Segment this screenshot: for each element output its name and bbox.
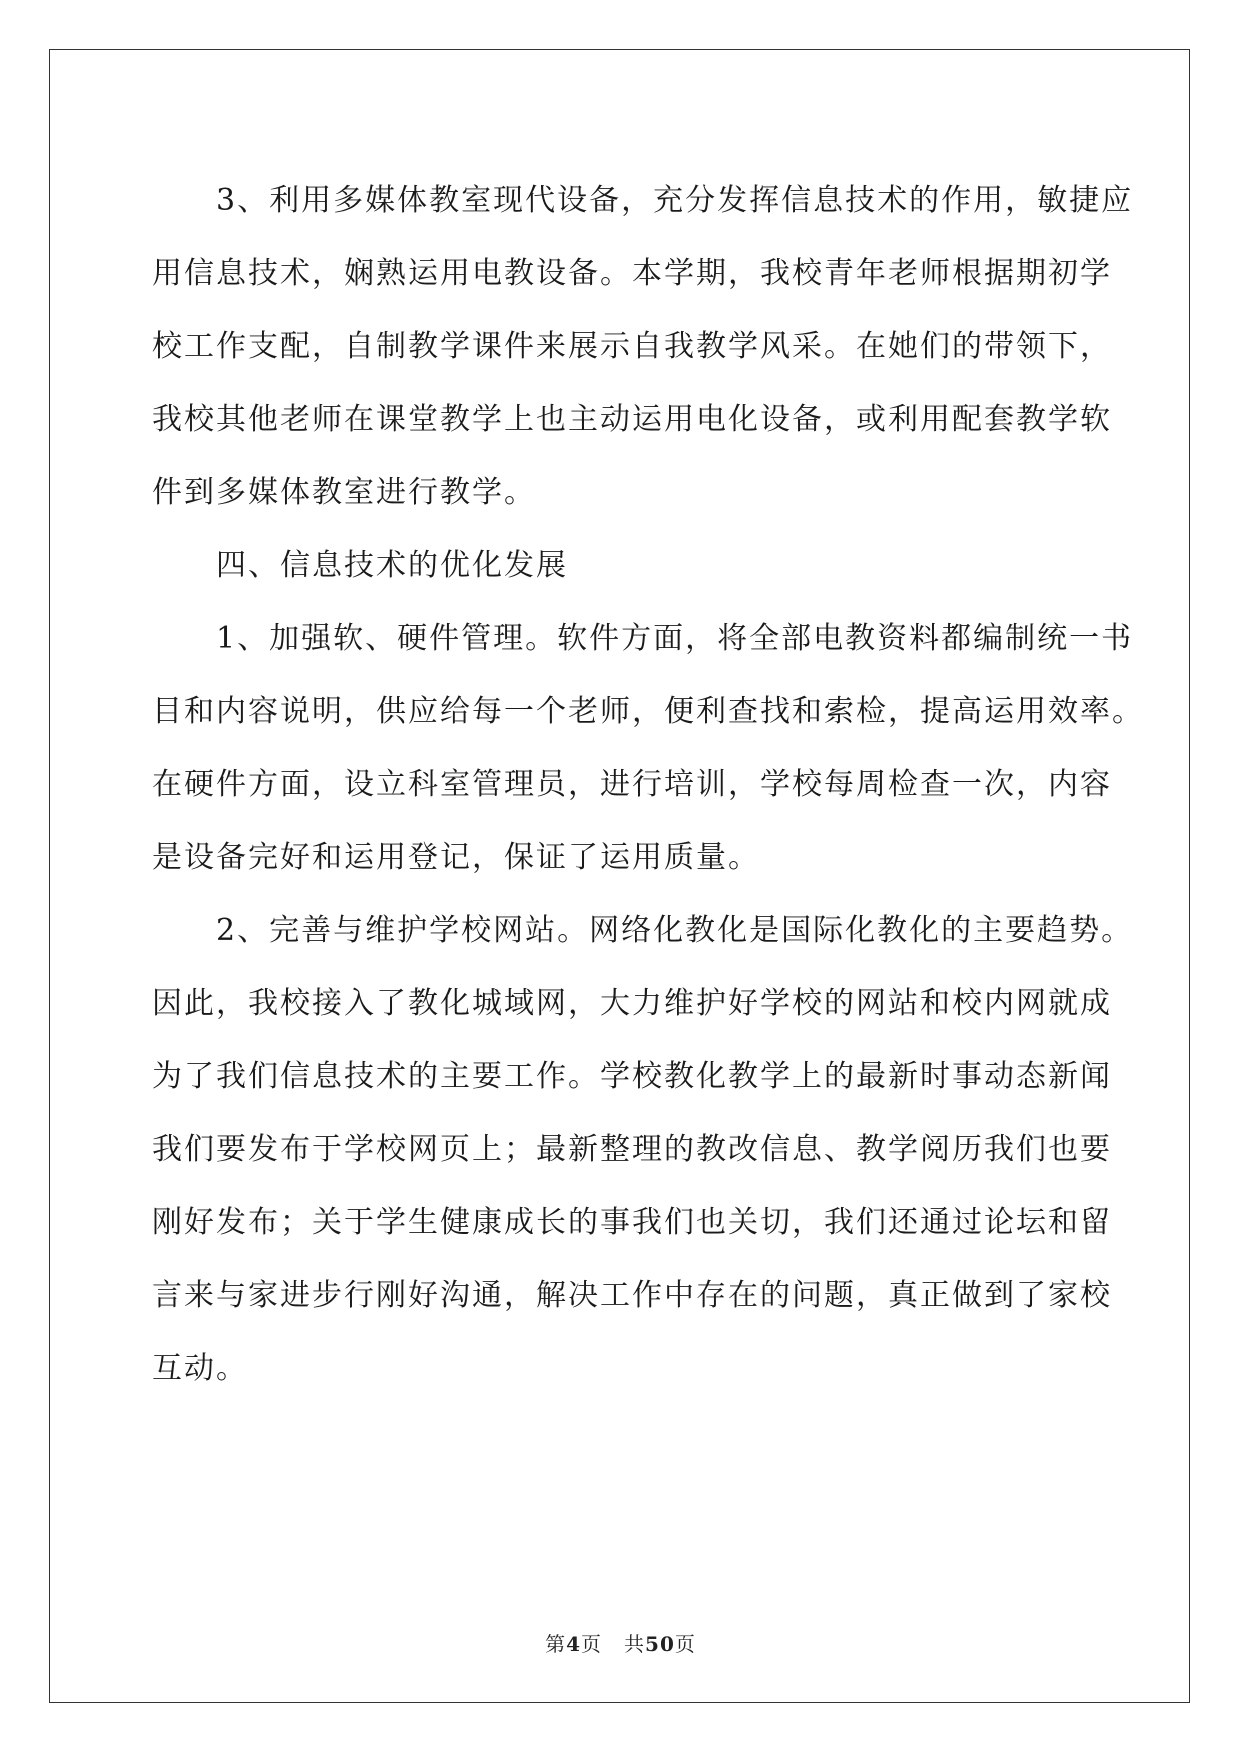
text-line: 言来与家进步行刚好沟通，解决工作中存在的问题，真正做到了家校 [152,1278,1112,1313]
text-line: 目和内容说明，供应给每一个老师，便利查找和索检，提高运用效率。 [152,694,1144,729]
text-line: 用信息技术，娴熟运用电教设备。本学期，我校青年老师根据期初学 [152,256,1112,291]
total-prefix: 共 [624,1632,646,1656]
page-prefix: 第 [545,1632,567,1656]
paragraph-hardware-software [152,602,1144,894]
text-line: 1、加强软、硬件管理。软件方面，将全部电教资料都编制统一书 [216,621,1134,656]
text-line: 互动。 [152,1351,248,1386]
section-heading [152,529,1092,602]
page-footer [0,1628,1241,1657]
paragraph-website [152,894,1134,1405]
text-line: 我校其他老师在课堂教学上也主动运用电化设备，或利用配套教学软 [152,402,1112,437]
document-body [152,164,1144,1405]
text-line: 是设备完好和运用登记，保证了运用质量。 [152,840,760,875]
text-line: 3、利用多媒体教室现代设备，充分发挥信息技术的作用，敏捷应 [216,183,1134,218]
text-line: 校工作支配，自制教学课件来展示自我教学风采。在她们的带领下， [152,329,1112,364]
page-suffix: 页 [581,1632,603,1656]
page-number: 4 [566,1632,582,1656]
total-pages: 50 [645,1632,675,1656]
text-line: 在硬件方面，设立科室管理员，进行培训，学校每周检查一次，内容 [152,767,1112,802]
paragraph-multimedia [152,164,1134,529]
text-line: 2、完善与维护学校网站。网络化教化是国际化教化的主要趋势。 [216,913,1134,948]
text-line: 我们要发布于学校网页上；最新整理的教改信息、教学阅历我们也要 [152,1132,1112,1167]
total-suffix: 页 [674,1632,696,1656]
text-line: 件到多媒体教室进行教学。 [152,475,536,510]
text-line: 刚好发布；关于学生健康成长的事我们也关切，我们还通过论坛和留 [152,1205,1112,1240]
heading-text: 四、信息技术的优化发展 [216,548,568,583]
text-line: 因此，我校接入了教化城域网，大力维护好学校的网站和校内网就成 [152,986,1112,1021]
text-line: 为了我们信息技术的主要工作。学校教化教学上的最新时事动态新闻 [152,1059,1112,1094]
